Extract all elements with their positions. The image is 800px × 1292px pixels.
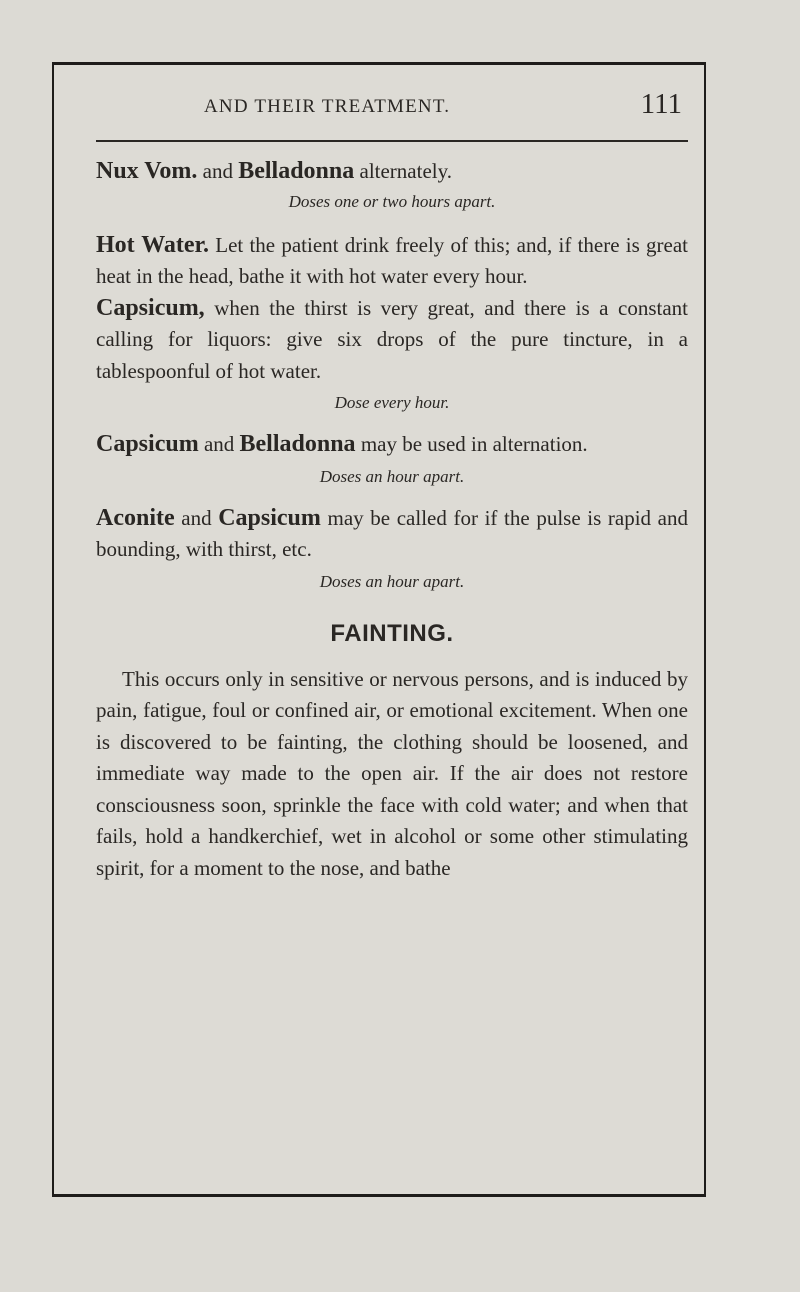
remedy-paragraph-nux-vom	[96, 156, 688, 188]
remedy-paragraph-aconite-capsicum	[96, 503, 688, 566]
header-rule	[96, 140, 688, 142]
remedy-connector: and	[174, 505, 219, 530]
dose-note: Doses an hour apart.	[319, 571, 465, 591]
dose-note: Dose every hour.	[334, 393, 450, 412]
remedy-name: Nux Vom.	[96, 158, 198, 184]
remedy-paragraph-capsicum-belladonna	[96, 429, 688, 461]
remedy-name: Capsicum,	[96, 294, 205, 321]
remedy-name: Belladonna	[238, 158, 355, 184]
dose-note: Doses an hour apart.	[319, 466, 465, 486]
remedy-text: alternately.	[354, 159, 453, 183]
remedy-text: may be called for if the pulse is rapid and bounding, with thirst, etc.	[96, 505, 688, 561]
remedy-text: Let the patient drink freely of this; and, if there is great heat in the head, bathe it with hot water every hour.	[96, 232, 688, 288]
running-title: AND THEIR TREATMENT.	[204, 96, 451, 117]
remedy-name: Aconite	[96, 504, 175, 531]
remedy-text: when the thirst is very great, and there is a constant calling for liquors: give six drops of the pure tincture, in a tablespoonful of hot water.	[96, 295, 688, 383]
section-heading: FAINTING.	[330, 619, 454, 647]
remedy-connector: and	[198, 432, 240, 456]
page-body	[96, 156, 688, 884]
remedy-paragraph-hot-water	[96, 230, 688, 293]
remedy-paragraph-capsicum	[96, 293, 688, 388]
section-body: This occurs only in sensitive or nervous persons, and is induced by pain, fatigue, foul or confined air, or emotional excitement. When one is discovered to be fainting, the clothing should be loosened, and immediate way made to the open air. If the air does not restore consciousness soon, sprinkle the face with cold water; and when that fails, hold a handkerchief, wet in alcohol or some other stimulating spirit, for a moment to the nose, and bathe	[96, 666, 688, 880]
page-number: 111	[640, 88, 682, 120]
remedy-name: Hot Water.	[96, 231, 209, 258]
running-head	[96, 90, 688, 130]
remedy-name: Capsicum	[218, 504, 321, 531]
remedy-name: Belladonna	[239, 431, 356, 457]
remedy-text: may be used in alternation.	[355, 432, 588, 456]
dose-note: Doses one or two hours apart.	[288, 191, 496, 211]
remedy-name: Capsicum	[96, 431, 199, 457]
remedy-connector: and	[197, 159, 239, 183]
